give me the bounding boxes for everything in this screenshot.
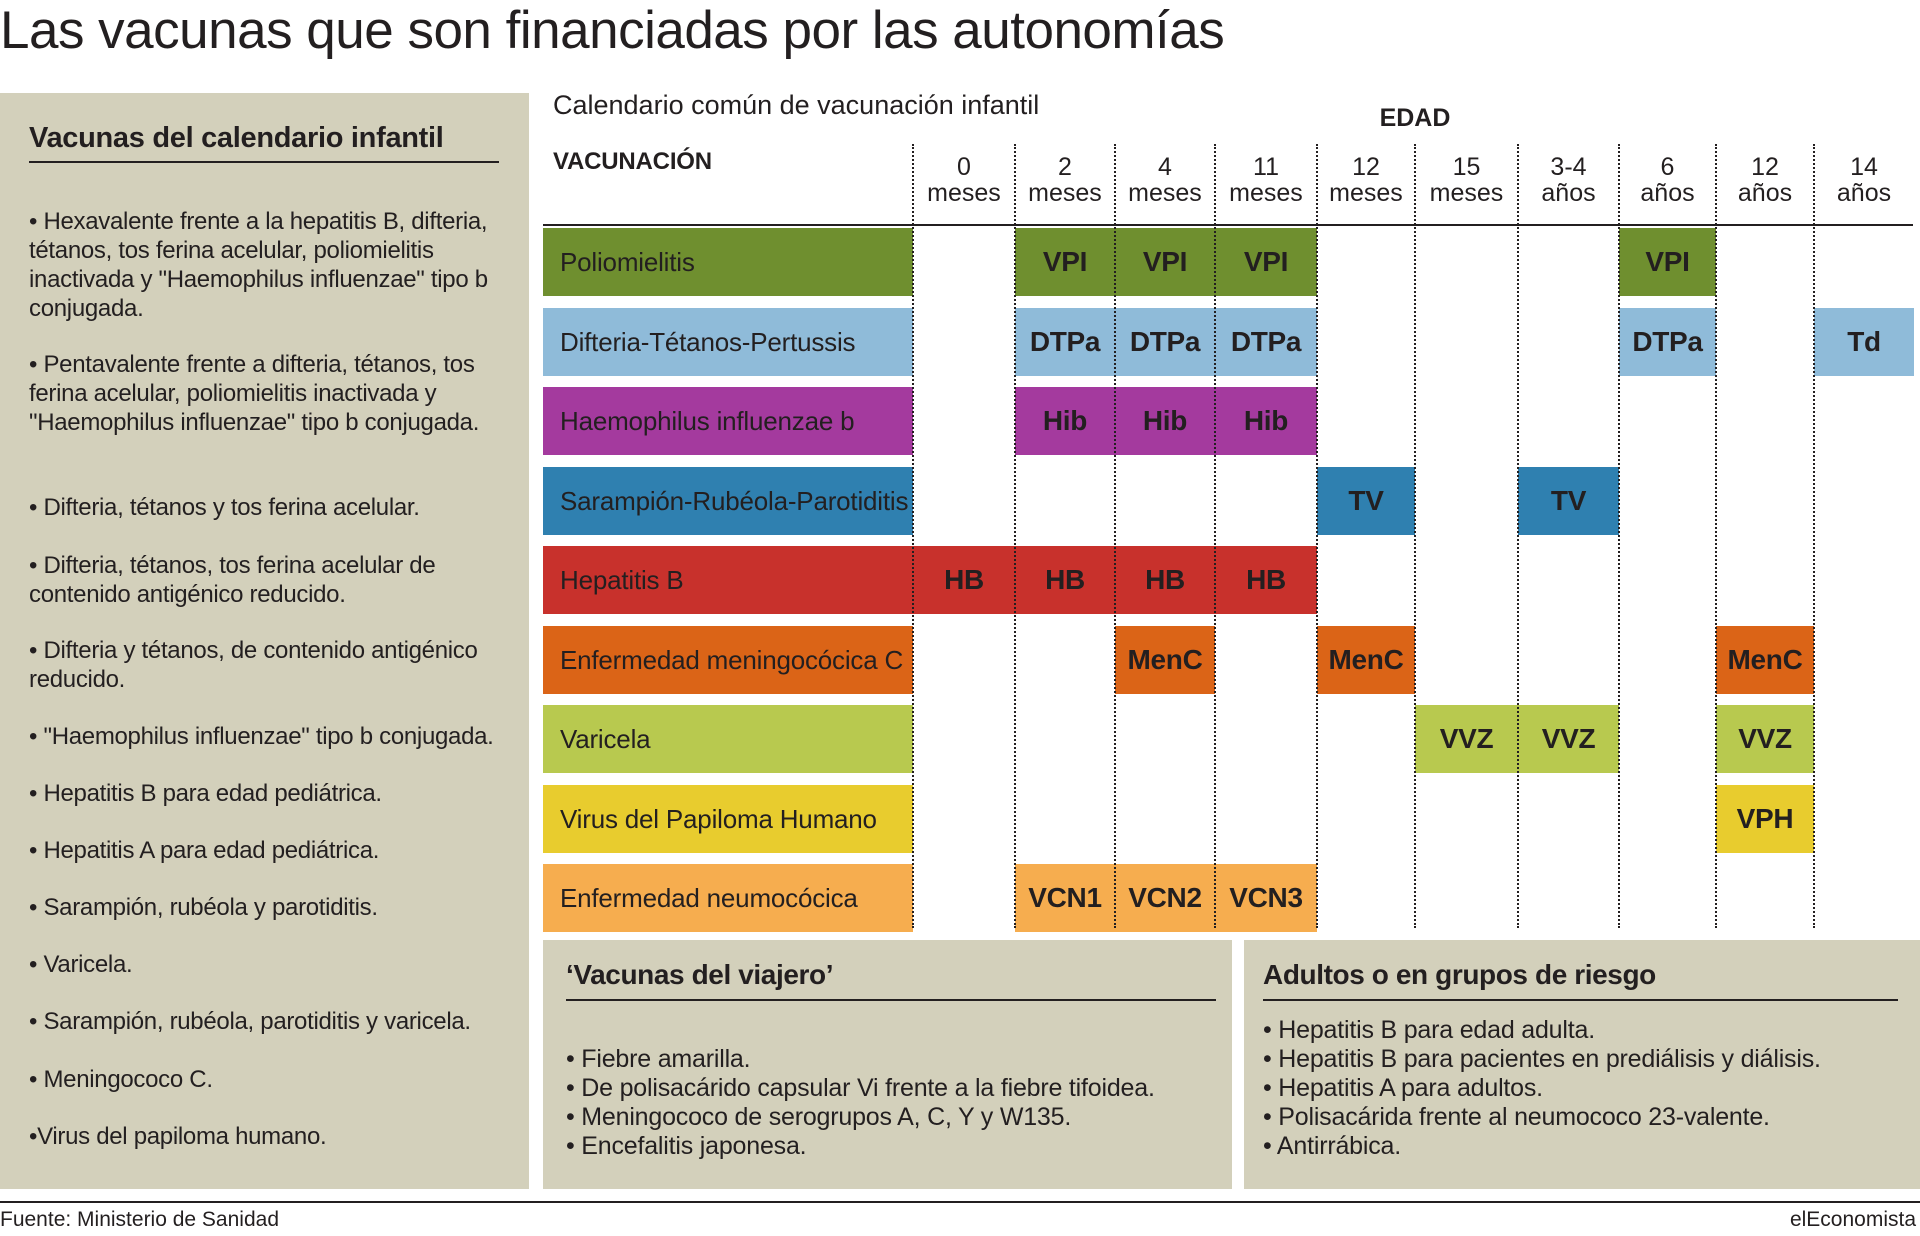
dose-cell-haemophilus-influenzae-b-2: Hib <box>1115 387 1215 455</box>
adultos-heading: Adultos o en grupos de riesgo <box>1263 955 1898 1001</box>
dose-cell-sarampion-rubeola-parotiditis-4: TV <box>1317 467 1415 535</box>
dose-cell-hepatitis-b-2: HB <box>1115 546 1215 614</box>
left-item-varicela: • Varicela. <box>29 951 133 978</box>
column-divider <box>1114 144 1116 928</box>
age-header-1 <box>1015 154 1115 206</box>
row-label-enfermedad-meningococica-c: Enfermedad meningocócica C <box>543 626 913 694</box>
dose-cell-difteria-tetanos-pertussis-9: Td <box>1814 308 1914 376</box>
age-number: 2 <box>1058 153 1072 181</box>
dose-cell-enfermedad-meningococica-c-2: MenC <box>1115 626 1215 694</box>
adultos-item: • Hepatitis B para edad adulta. <box>1263 1016 1595 1044</box>
column-divider <box>1715 144 1717 928</box>
schedule-title: Calendario común de vacunación infantil <box>553 90 1040 120</box>
left-item-td: • Difteria y tétanos, de contenido antigénico reducido. <box>29 637 478 693</box>
column-divider <box>1813 144 1815 928</box>
footer-divider <box>0 1201 1920 1203</box>
left-item-dtpa-reducido: • Difteria, tétanos, tos ferina acelular de contenido antigénico reducido. <box>29 552 436 608</box>
age-header-5 <box>1417 154 1517 206</box>
dose-cell-haemophilus-influenzae-b-3: Hib <box>1215 387 1317 455</box>
age-header-8 <box>1715 154 1815 206</box>
adultos-item: • Polisacárida frente al neumococo 23-valente. <box>1263 1103 1770 1131</box>
dose-cell-poliomielitis-1: VPI <box>1015 228 1115 296</box>
dose-cell-difteria-tetanos-pertussis-7: DTPa <box>1619 308 1716 376</box>
age-unit: meses <box>927 179 1001 207</box>
header-divider <box>543 224 1913 226</box>
dose-cell-hepatitis-b-1: HB <box>1015 546 1115 614</box>
adultos-item: • Hepatitis B para pacientes en prediálisis y diálisis. <box>1263 1045 1821 1073</box>
brand-logo: elEconomista <box>1789 1208 1916 1231</box>
column-divider <box>1414 144 1416 928</box>
age-number: 6 <box>1660 153 1675 181</box>
dose-cell-varicela-8: VVZ <box>1716 705 1814 773</box>
dose-cell-sarampion-rubeola-parotiditis-6: TV <box>1518 467 1619 535</box>
age-unit: años <box>1541 179 1596 207</box>
row-label-virus-del-papiloma-humano: Virus del Papiloma Humano <box>543 785 913 853</box>
row-label-haemophilus-influenzae-b: Haemophilus influenzae b <box>543 387 913 455</box>
dose-cell-haemophilus-influenzae-b-1: Hib <box>1015 387 1115 455</box>
dose-cell-enfermedad-neumococica-3: VCN3 <box>1215 864 1317 932</box>
row-label-difteria-tetanos-pertussis: Difteria-Tétanos-Pertussis <box>543 308 913 376</box>
age-unit: meses <box>1229 179 1303 207</box>
dose-cell-varicela-6: VVZ <box>1518 705 1619 773</box>
viajero-item: • De polisacárido capsular Vi frente a la fiebre tifoidea. <box>566 1074 1155 1102</box>
left-item-meningococo: • Meningococo C. <box>29 1066 213 1093</box>
age-number: 0 <box>957 153 971 181</box>
page-title: Las vacunas que son financiadas por las autonomías <box>0 1 1225 60</box>
age-header-3 <box>1216 154 1316 206</box>
row-label-sarampion-rubeola-parotiditis: Sarampión-Rubéola-Parotiditis <box>543 467 913 535</box>
left-item-vph: •Virus del papiloma humano. <box>29 1123 327 1150</box>
age-header-2 <box>1115 154 1215 206</box>
source-credit: Fuente: Ministerio de Sanidad <box>0 1208 279 1231</box>
row-label-hepatitis-b: Hepatitis B <box>543 546 913 614</box>
age-number: 12 <box>1751 153 1779 181</box>
vacunacion-header: VACUNACIÓN <box>553 148 712 175</box>
viajero-item: • Encefalitis japonesa. <box>566 1132 807 1160</box>
age-unit: meses <box>1429 179 1504 207</box>
left-item-ha-pediatrica: • Hepatitis A para edad pediátrica. <box>29 837 380 864</box>
column-divider <box>912 144 914 928</box>
age-number: 12 <box>1352 153 1380 181</box>
dose-cell-difteria-tetanos-pertussis-2: DTPa <box>1115 308 1215 376</box>
age-header-9 <box>1814 154 1914 206</box>
age-header-0 <box>914 154 1014 206</box>
age-header-7 <box>1618 154 1718 206</box>
dose-cell-poliomielitis-2: VPI <box>1115 228 1215 296</box>
age-header-6 <box>1519 154 1619 206</box>
column-divider <box>1214 144 1216 928</box>
age-unit: meses <box>1329 179 1403 207</box>
viajero-item: • Meningococo de serogrupos A, C, Y y W135. <box>566 1103 1072 1131</box>
dose-cell-enfermedad-neumococica-2: VCN2 <box>1115 864 1215 932</box>
age-unit: años <box>1640 179 1695 207</box>
row-label-enfermedad-neumococica: Enfermedad neumocócica <box>543 864 913 932</box>
dose-cell-enfermedad-neumococica-1: VCN1 <box>1015 864 1115 932</box>
age-unit: años <box>1737 179 1793 207</box>
dose-cell-enfermedad-meningococica-c-4: MenC <box>1317 626 1415 694</box>
column-divider <box>1014 144 1016 928</box>
dose-cell-virus-del-papiloma-humano-8: VPH <box>1716 785 1814 853</box>
age-number: 14 <box>1850 153 1878 181</box>
adultos-item: • Antirrábica. <box>1263 1132 1401 1160</box>
row-label-poliomielitis: Poliomielitis <box>543 228 913 296</box>
left-item-pentavalente: • Pentavalente frente a difteria, tétanos, tos ferina acelular, poliomielitis inactivada y "Haemophilus influenzae" tipo b conjugada. <box>29 351 480 436</box>
column-divider <box>1316 144 1318 928</box>
dose-cell-hepatitis-b-3: HB <box>1215 546 1317 614</box>
left-item-hexavalente: • Hexavalente frente a la hepatitis B, difteria, tétanos, tos ferina acelular, poliomielitis inactivada y "Haemophilus influenzae" tipo b conjugada. <box>29 208 488 322</box>
left-item-hib: • "Haemophilus influenzae" tipo b conjugada. <box>29 723 494 750</box>
age-unit: meses <box>1128 179 1202 207</box>
age-number: 15 <box>1452 153 1481 181</box>
left-panel-heading: Vacunas del calendario infantil <box>29 119 499 163</box>
dose-cell-difteria-tetanos-pertussis-1: DTPa <box>1015 308 1115 376</box>
dose-cell-poliomielitis-3: VPI <box>1215 228 1317 296</box>
column-divider <box>1517 144 1519 928</box>
dose-cell-difteria-tetanos-pertussis-3: DTPa <box>1215 308 1317 376</box>
age-header-4 <box>1316 154 1416 206</box>
left-item-dtp: • Difteria, tétanos y tos ferina acelular. <box>29 494 420 521</box>
dose-cell-varicela-5: VVZ <box>1415 705 1518 773</box>
dose-cell-hepatitis-b-0: HB <box>913 546 1015 614</box>
age-unit: años <box>1836 179 1892 207</box>
adultos-item: • Hepatitis A para adultos. <box>1263 1074 1543 1102</box>
left-item-srp: • Sarampión, rubéola y parotiditis. <box>29 894 378 921</box>
dose-cell-poliomielitis-7: VPI <box>1619 228 1716 296</box>
left-item-hb-pediatrica: • Hepatitis B para edad pediátrica. <box>29 780 382 807</box>
age-number: 4 <box>1158 153 1172 181</box>
row-label-varicela: Varicela <box>543 705 913 773</box>
viajero-item: • Fiebre amarilla. <box>566 1045 751 1073</box>
left-item-srpv: • Sarampión, rubéola, parotiditis y varicela. <box>29 1008 471 1035</box>
age-number: 3-4 <box>1550 153 1587 181</box>
age-number: 11 <box>1253 153 1279 181</box>
viajero-heading: ‘Vacunas del viajero’ <box>566 955 1216 1001</box>
age-unit: meses <box>1028 179 1102 207</box>
edad-header: EDAD <box>1379 104 1451 132</box>
dose-cell-enfermedad-meningococica-c-8: MenC <box>1716 626 1814 694</box>
column-divider <box>1618 144 1620 928</box>
